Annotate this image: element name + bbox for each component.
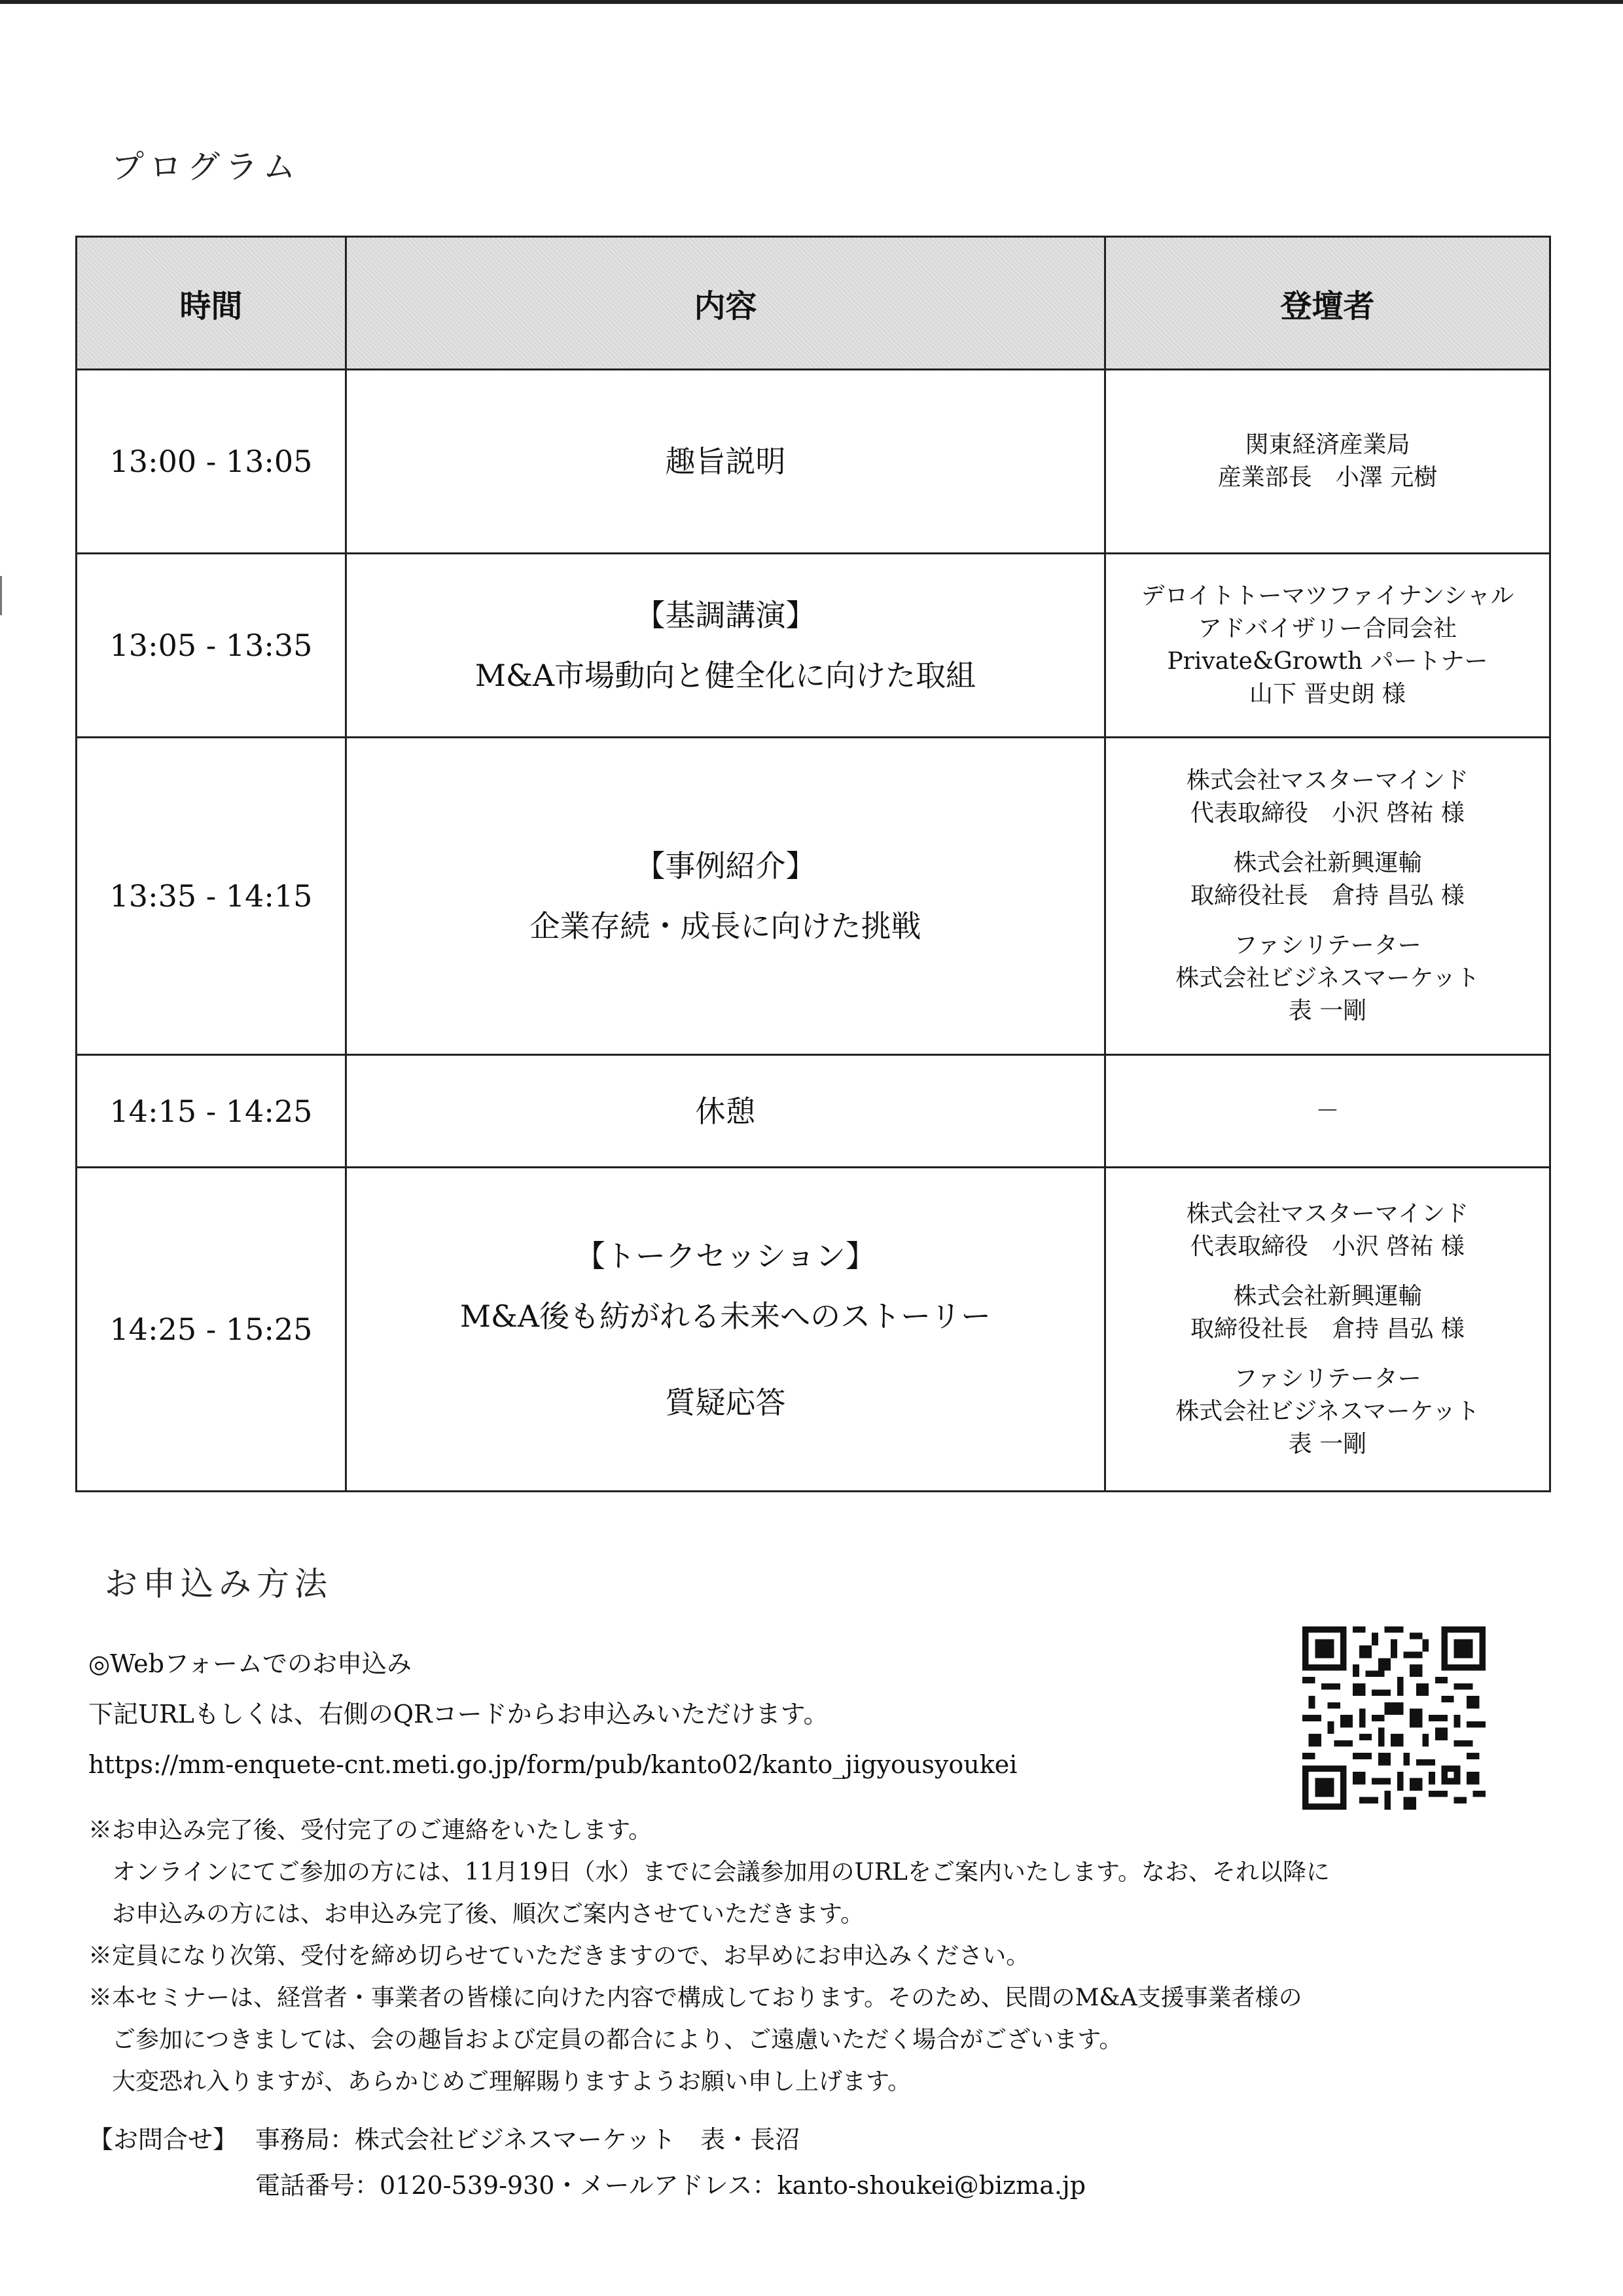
note-line: ※定員になり次第、受付を締め切らせていただきますので、お早めにお申込みください。: [88, 1943, 1030, 1969]
header-speakers: 登壇者: [1105, 237, 1550, 370]
table-header-row: [77, 237, 1550, 370]
content-line: 質疑応答: [665, 1385, 786, 1420]
speaker-line: 株式会社新興運輸: [1233, 850, 1422, 876]
content-line: 休憩: [695, 1093, 756, 1129]
speaker-line: 表 一剛: [1288, 1431, 1367, 1458]
speaker-line: 山下 晋史朗 様: [1249, 681, 1406, 708]
speaker-group: [1113, 847, 1543, 912]
table-row: [77, 1055, 1550, 1168]
contact-label: 【お問合せ】: [88, 2125, 238, 2154]
speaker-line: 代表取締役 小沢 啓祐 様: [1190, 1233, 1465, 1260]
speaker-group: [1113, 1095, 1543, 1128]
speaker-line: ファシリテーター: [1234, 1365, 1421, 1392]
speaker-line: 株式会社新興運輸: [1233, 1283, 1422, 1310]
application-instruction: 下記URLもしくは、右側のQRコードからお申込みいただけます。: [88, 1700, 829, 1729]
note-line: ご参加につきましては、会の趣旨および定員の都合により、ご遠慮いただく場合がございます。: [88, 2026, 1123, 2053]
speaker-line: 株式会社マスターマインド: [1186, 767, 1469, 794]
program-title: プログラム: [111, 148, 301, 186]
note-line: オンラインにてご参加の方には、11月19日（水）までに会議参加用のURLをご案内いたします。なお、それ以降に: [88, 1859, 1330, 1886]
speaker-line: 関東経済産業局: [1245, 431, 1410, 458]
speaker-line: 株式会社ビジネスマーケット: [1175, 1398, 1480, 1425]
speaker-line: デロイトトーマツファイナンシャル: [1141, 583, 1514, 609]
session-time: 13:35 - 14:15: [77, 738, 346, 1055]
program-table: [75, 236, 1551, 1492]
session-speakers: [1105, 738, 1550, 1055]
speaker-line: 取締役社長 倉持 昌弘 様: [1190, 1316, 1465, 1342]
speaker-line: Private&Growth パートナー: [1167, 648, 1488, 675]
content-line: 【事例紹介】: [635, 848, 816, 884]
speaker-group: [1113, 1363, 1543, 1461]
speaker-line: 株式会社ビジネスマーケット: [1175, 965, 1480, 992]
speaker-line: 株式会社マスターマインド: [1186, 1200, 1469, 1227]
session-time: 13:00 - 13:05: [77, 370, 346, 554]
session-content: [346, 1055, 1105, 1168]
web-form-heading: ◎Webフォームでのお申込み: [88, 1649, 412, 1678]
application-url-link[interactable]: https://mm-enquete-cnt.meti.go.jp/form/pub/kanto02/kanto_jigyousyoukei: [88, 1750, 1018, 1779]
table-row: [77, 1168, 1550, 1492]
table-row: [77, 554, 1550, 738]
note-line: ※本セミナーは、経営者・事業者の皆様に向けた内容で構成しております。そのため、民間のM&A支援事業者様の: [88, 1984, 1302, 2011]
scan-edge-top: [0, 0, 1623, 4]
speaker-group: [1113, 580, 1543, 711]
session-content: [346, 738, 1105, 1055]
session-time: 14:25 - 15:25: [77, 1168, 346, 1492]
session-speakers: [1105, 370, 1550, 554]
speaker-line: ファシリテーター: [1234, 932, 1421, 959]
session-speakers: [1105, 554, 1550, 738]
content-line: 趣旨説明: [665, 444, 786, 479]
scan-edge-left: [0, 576, 2, 615]
speaker-line: －: [1315, 1097, 1340, 1124]
content-line: 【トークセッション】: [575, 1238, 876, 1274]
session-content: [346, 370, 1105, 554]
speaker-group: [1113, 1280, 1543, 1346]
speaker-line: 代表取締役 小沢 啓祐 様: [1190, 800, 1465, 827]
content-line: M&A市場動向と健全化に向けた取組: [474, 658, 976, 693]
table-row: [77, 738, 1550, 1055]
session-time: 13:05 - 13:35: [77, 554, 346, 738]
session-time: 14:15 - 14:25: [77, 1055, 346, 1168]
note-line: 大変恐れ入りますが、あらかじめご理解賜りますようお願い申し上げます。: [88, 2068, 912, 2095]
note-line: お申込みの方には、お申込み完了後、順次ご案内させていただきます。: [88, 1901, 865, 1928]
table-row: [77, 370, 1550, 554]
content-line: M&A後も紡がれる未来へのストーリー: [459, 1299, 991, 1334]
session-content: [346, 1168, 1105, 1492]
qr-code-icon: [1302, 1626, 1486, 1810]
speaker-group: [1113, 764, 1543, 830]
speaker-line: 取締役社長 倉持 昌弘 様: [1190, 882, 1465, 909]
speaker-line: アドバイザリー合同会社: [1198, 615, 1457, 642]
speaker-line: 表 一剛: [1288, 997, 1367, 1024]
application-title: お申込み方法: [105, 1565, 332, 1603]
session-speakers: [1105, 1055, 1550, 1168]
session-content: [346, 554, 1105, 738]
speaker-group: [1113, 929, 1543, 1028]
header-content: 内容: [346, 237, 1105, 370]
contact-phone-mail: 電話番号：0120-539-930・メールアドレス：kanto-shoukei@bizma.jp: [255, 2171, 1086, 2200]
content-spacer: [353, 1346, 1097, 1372]
speaker-group: [1113, 429, 1543, 494]
header-time: 時間: [77, 237, 346, 370]
session-speakers: [1105, 1168, 1550, 1492]
speaker-group: [1113, 1198, 1543, 1263]
content-line: 企業存続・成長に向けた挑戦: [529, 908, 921, 944]
note-line: ※お申込み完了後、受付完了のご連絡をいたします。: [88, 1817, 652, 1844]
speaker-line: 産業部長 小澤 元樹: [1217, 464, 1438, 491]
content-line: 【基調講演】: [635, 598, 816, 633]
contact-office: 事務局：株式会社ビジネスマーケット 表・長沼: [255, 2125, 800, 2154]
